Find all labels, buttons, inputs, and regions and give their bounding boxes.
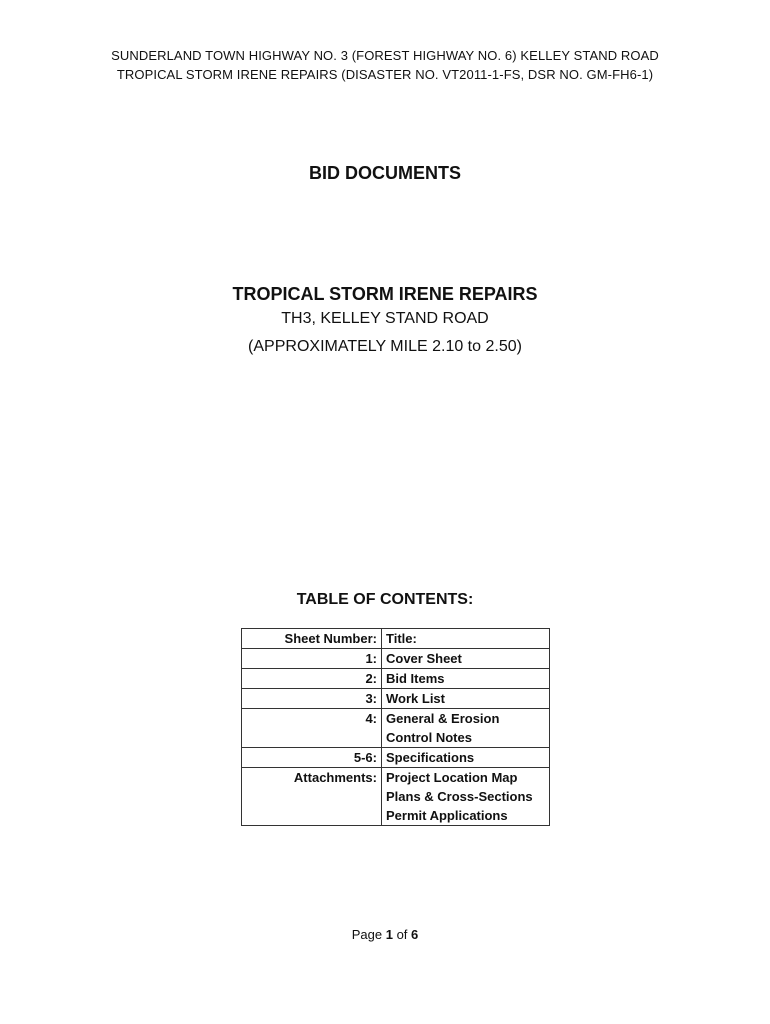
toc-row-title-line: Permit Applications [386, 808, 508, 823]
total-pages-number: 6 [411, 927, 419, 942]
toc-row [242, 649, 550, 669]
toc-row-title [382, 689, 550, 709]
toc-row-title [382, 768, 550, 826]
toc-row-title [382, 748, 550, 768]
toc-row-title-line: Project Location Map [386, 770, 518, 785]
header-line-1: SUNDERLAND TOWN HIGHWAY NO. 3 (FOREST HIGHWAY NO. 6) KELLEY STAND ROAD [111, 48, 659, 63]
toc-row [242, 669, 550, 689]
toc-row-title [382, 669, 550, 689]
toc-row [242, 748, 550, 768]
toc-row-title [382, 709, 550, 748]
toc-table [241, 628, 550, 826]
bid-documents-title: BID DOCUMENTS [309, 163, 461, 183]
toc-title: TABLE OF CONTENTS: [296, 591, 474, 608]
current-page-number: 1 [385, 927, 393, 942]
page-footer [0, 927, 770, 942]
toc-row [242, 709, 550, 748]
toc-header-title: Title: [382, 629, 550, 649]
header-line-2: TROPICAL STORM IRENE REPAIRS (DISASTER NO. VT2011-1-FS, DSR NO. GM-FH6-1) [116, 67, 654, 82]
toc-row-title-line: Specifications [386, 750, 475, 765]
project-title: TROPICAL STORM IRENE REPAIRS [232, 284, 538, 304]
toc-row-number: 5-6: [242, 748, 382, 768]
toc-row-number: 2: [242, 669, 382, 689]
toc-row-title-line: Bid Items [386, 671, 445, 686]
toc-header-row [242, 629, 550, 649]
toc-row-title-line: Cover Sheet [386, 651, 462, 666]
toc-row-title-line: Plans & Cross-Sections [386, 789, 533, 804]
toc-row-title-line: Control Notes [386, 730, 472, 745]
project-mileage: (APPROXIMATELY MILE 2.10 to 2.50) [248, 338, 522, 355]
toc-row [242, 768, 550, 826]
document-header [0, 46, 770, 84]
toc-row-number: 4: [242, 709, 382, 748]
of-word: of [396, 927, 408, 942]
toc-header-number: Sheet Number: [242, 629, 382, 649]
toc-row-title [382, 649, 550, 669]
project-road: TH3, KELLEY STAND ROAD [281, 310, 489, 327]
toc-row-title-line: Work List [386, 691, 445, 706]
toc-row-title-line: General & Erosion [386, 711, 500, 726]
toc-row [242, 689, 550, 709]
toc-row-number: 1: [242, 649, 382, 669]
toc-row-number: Attachments: [242, 768, 382, 826]
toc-row-number: 3: [242, 689, 382, 709]
page-word: Page [351, 927, 383, 942]
